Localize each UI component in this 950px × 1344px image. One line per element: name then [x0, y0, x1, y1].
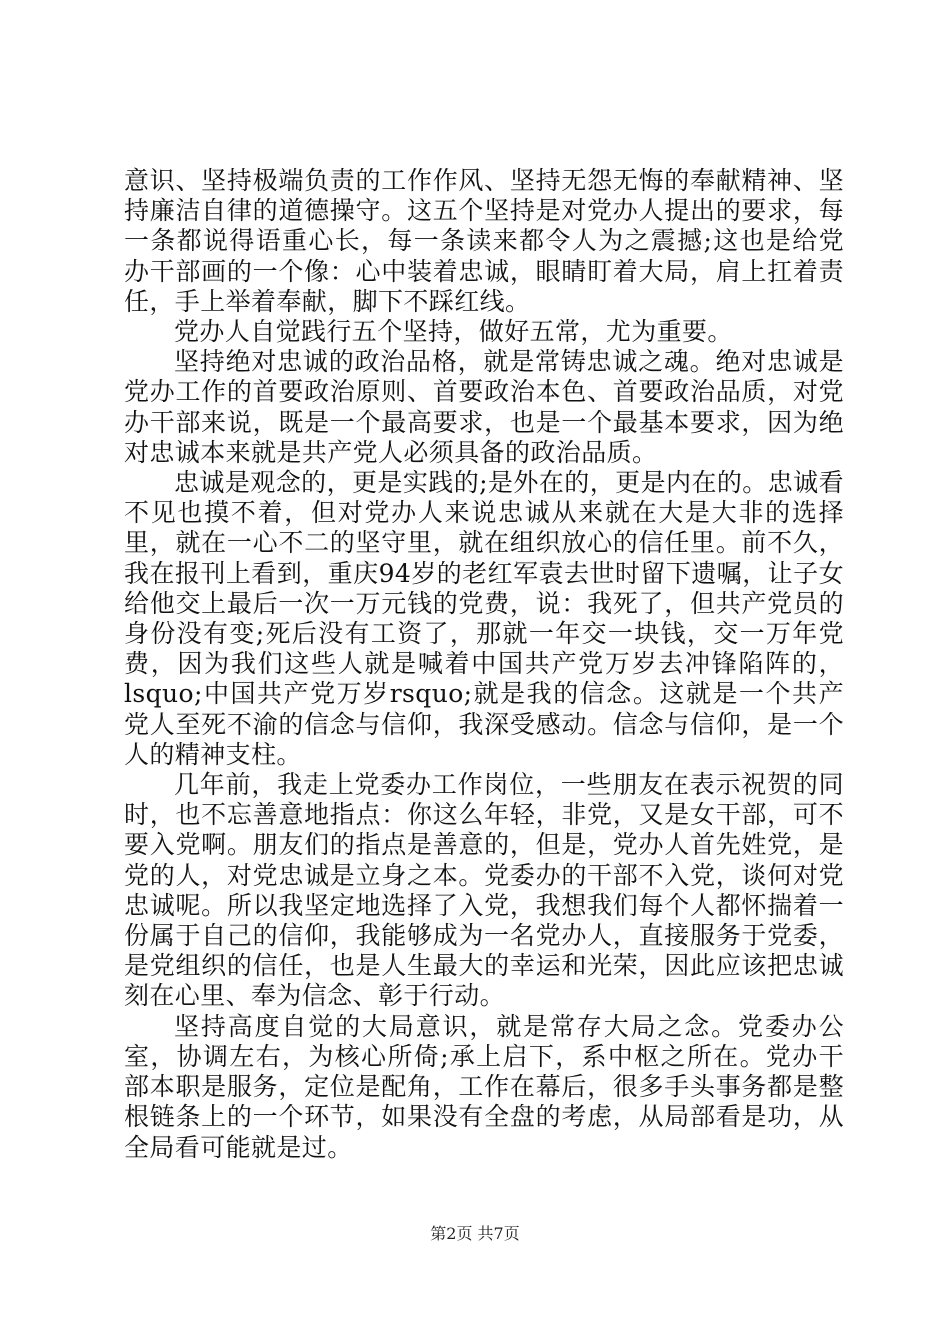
paragraph-2: 党办人自觉践行五个坚持，做好五常，尤为重要。	[174, 317, 733, 347]
document-body	[124, 166, 844, 1163]
paragraph-4: 忠诚是观念的，更是实践的;是外在的，更是内在的。忠诚看不见也摸不着，但对党办人来说忠诚从来就在大是大非的选择里，就在一心不二的坚守里，就在组织放心的信任里。前不久，我在报刊上看到，重庆94岁的老红军袁去世时留下遗嘱，让子女给他交上最后一次一万元钱的党费，说：我死了，但共产党员的身份没有变;死后没有工资了，那就一年交一块钱，交一万年党费，因为我们这些人就是喊着中国共产党万岁去冲锋陷阵的，lsquo;中国共产党万岁rsquo;就是我的信念。这就是一个共产党人至死不渝的信念与信仰，我深受感动。信念与信仰，是一个人的精神支柱。	[124, 468, 844, 769]
paragraph-5: 几年前，我走上党委办工作岗位，一些朋友在表示祝贺的同时，也不忘善意地指点：你这么年轻，非党，又是女干部，可不要入党啊。朋友们的指点是善意的，但是，党办人首先姓党，是党的人，对党忠诚是立身之本。党委办的干部不入党，谈何对党忠诚呢。所以我坚定地选择了入党，我想我们每个人都怀揣着一份属于自己的信仰，我能够成为一名党办人，直接服务于党委，是党组织的信任，也是人生最大的幸运和光荣，因此应该把忠诚刻在心里、奉为信念、彰于行动。	[124, 770, 844, 1011]
page-footer: 第2页 共7页	[430, 1224, 520, 1243]
paragraph-1: 意识、坚持极端负责的工作作风、坚持无怨无悔的奉献精神、坚持廉洁自律的道德操守。这五个坚持是对党办人提出的要求，每一条都说得语重心长，每一条读来都令人为之震撼;这也是给党办干部画的一个像：心中装着忠诚，眼睛盯着大局，肩上扛着责任，手上举着奉献，脚下不踩红线。	[124, 166, 844, 316]
paragraph-6: 坚持高度自觉的大局意识，就是常存大局之念。党委办公室，协调左右，为核心所倚;承上启下，系中枢之所在。党办干部本职是服务，定位是配角，工作在幕后，很多手头事务都是整根链条上的一个环节，如果没有全盘的考虑，从局部看是功，从全局看可能就是过。	[124, 1011, 844, 1162]
paragraph-3: 坚持绝对忠诚的政治品格，就是常铸忠诚之魂。绝对忠诚是党办工作的首要政治原则、首要政治本色、首要政治品质，对党办干部来说，既是一个最高要求，也是一个最基本要求，因为绝对忠诚本来就是共产党人必须具备的政治品质。	[124, 347, 844, 467]
